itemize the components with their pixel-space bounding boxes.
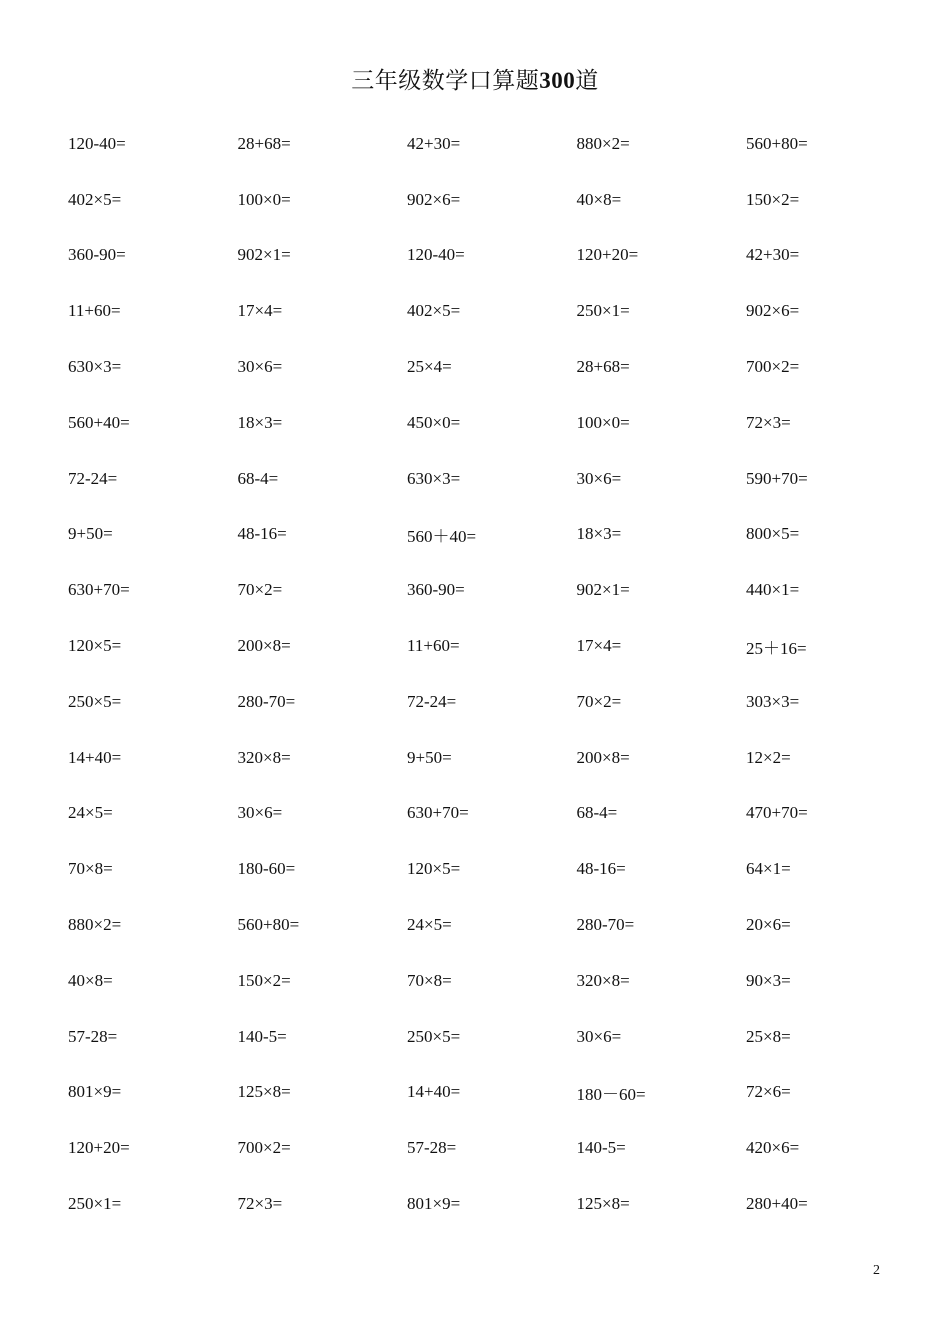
math-problem: 14+40= [407, 1082, 461, 1102]
math-problem: 68-4= [576, 803, 618, 823]
math-problem: 40×8= [576, 189, 622, 209]
problem-row [68, 1120, 916, 1176]
math-problem: 250×1= [576, 301, 630, 321]
problem-row [68, 1009, 916, 1065]
problem-row [68, 674, 916, 730]
math-problem: 303×3= [746, 691, 800, 711]
math-problem: 72-24= [68, 468, 118, 488]
math-problem: 590+70= [746, 468, 808, 488]
math-problem: 48-16= [576, 859, 626, 879]
math-problem: 250×1= [68, 1194, 122, 1214]
math-problem: 40×8= [68, 970, 113, 990]
math-problem: 28+68= [237, 133, 291, 153]
math-problem: 28+68= [576, 357, 630, 377]
math-problem: 42+30= [407, 133, 461, 153]
math-problem: 902×6= [407, 189, 461, 209]
math-problem: 560+40= [68, 412, 130, 432]
problem-row [68, 283, 916, 339]
math-problem: 68-4= [237, 468, 279, 488]
math-problem: 420×6= [746, 1138, 800, 1158]
math-problem: 700×2= [237, 1138, 291, 1158]
math-problem: 14+40= [68, 747, 122, 767]
math-problem: 120-40= [68, 133, 126, 153]
math-problem: 17×4= [576, 636, 622, 656]
math-problem: 70×8= [68, 859, 113, 879]
math-problem: 470+70= [746, 803, 808, 823]
math-problem: 9+50= [68, 524, 113, 544]
math-problem: 48-16= [237, 524, 287, 544]
math-problem: 150×2= [237, 970, 291, 990]
math-problem: 25×4= [407, 357, 452, 377]
math-problem: 120×5= [68, 636, 122, 656]
math-problem: 902×6= [746, 301, 800, 321]
math-problem: 24×5= [407, 915, 452, 935]
problem-row [68, 339, 916, 395]
math-problem: 560＋40= [407, 526, 477, 546]
math-problem: 20×6= [746, 915, 791, 935]
math-problem: 440×1= [746, 580, 800, 600]
math-problem: 280-70= [576, 915, 635, 935]
math-problem: 120+20= [68, 1138, 130, 1158]
math-problem: 880×2= [576, 133, 630, 153]
math-problem: 17×4= [237, 301, 283, 321]
math-problem: 280-70= [237, 691, 296, 711]
math-problem: 320×8= [237, 747, 291, 767]
math-problem: 180-60= [237, 859, 296, 879]
math-problem: 72-24= [407, 691, 457, 711]
math-problem: 12×2= [746, 747, 791, 767]
math-problem: 200×8= [576, 747, 630, 767]
math-problem: 180－60= [576, 1084, 646, 1104]
math-problem: 90×3= [746, 970, 791, 990]
math-problem: 125×8= [576, 1194, 630, 1214]
math-problem: 120+20= [576, 245, 639, 265]
problem-row [68, 897, 916, 953]
math-problem: 630×3= [407, 468, 461, 488]
problem-row [68, 395, 916, 451]
problem-row [68, 1176, 916, 1232]
math-problem: 70×2= [576, 691, 622, 711]
problem-row [68, 841, 916, 897]
problem-row [68, 116, 916, 172]
worksheet-title [0, 62, 950, 95]
math-problem: 120-40= [407, 245, 465, 265]
math-problem: 800×5= [746, 524, 800, 544]
math-problem: 57-28= [68, 1026, 118, 1046]
math-problem: 11+60= [68, 301, 121, 321]
math-problem: 70×2= [237, 580, 283, 600]
problem-grid [68, 116, 916, 1232]
math-problem: 11+60= [407, 636, 460, 656]
math-problem: 120×5= [407, 859, 461, 879]
math-problem: 125×8= [237, 1082, 291, 1102]
math-problem: 360-90= [407, 580, 465, 600]
math-problem: 250×5= [407, 1026, 461, 1046]
math-problem: 250×5= [68, 691, 122, 711]
math-problem: 560+80= [237, 915, 300, 935]
problem-row [68, 451, 916, 507]
math-problem: 150×2= [746, 189, 800, 209]
problem-row [68, 786, 916, 842]
math-problem: 402×5= [68, 189, 122, 209]
math-problem: 70×8= [407, 970, 452, 990]
problem-row [68, 618, 916, 674]
math-problem: 18×3= [576, 524, 622, 544]
math-problem: 100×0= [576, 412, 630, 432]
math-problem: 64×1= [746, 859, 791, 879]
math-problem: 630+70= [68, 580, 130, 600]
math-problem: 72×6= [746, 1082, 791, 1102]
math-problem: 801×9= [407, 1194, 461, 1214]
math-problem: 9+50= [407, 747, 452, 767]
math-problem: 902×1= [237, 245, 291, 265]
math-problem: 320×8= [576, 970, 630, 990]
math-problem: 801×9= [68, 1082, 122, 1102]
title-number: 300 [539, 68, 576, 93]
math-problem: 880×2= [68, 915, 122, 935]
math-problem: 100×0= [237, 189, 291, 209]
math-problem: 140-5= [237, 1026, 287, 1046]
problem-row [68, 730, 916, 786]
math-problem: 42+30= [746, 245, 800, 265]
math-problem: 450×0= [407, 412, 461, 432]
math-problem: 18×3= [237, 412, 283, 432]
math-problem: 25×8= [746, 1026, 791, 1046]
page-number: 2 [873, 1263, 880, 1278]
math-problem: 402×5= [407, 301, 461, 321]
problem-row [68, 1065, 916, 1121]
problem-row [68, 953, 916, 1009]
math-problem: 280+40= [746, 1194, 808, 1214]
math-problem: 700×2= [746, 357, 800, 377]
math-problem: 360-90= [68, 245, 126, 265]
problem-row [68, 562, 916, 618]
math-problem: 140-5= [576, 1138, 626, 1158]
math-problem: 24×5= [68, 803, 113, 823]
math-problem: 30×6= [237, 803, 283, 823]
math-problem: 30×6= [576, 1026, 622, 1046]
math-problem: 630×3= [68, 357, 122, 377]
math-problem: 560+80= [746, 133, 808, 153]
math-problem: 72×3= [237, 1194, 283, 1214]
title-suffix: 道 [575, 68, 599, 93]
math-problem: 902×1= [576, 580, 630, 600]
math-problem: 57-28= [407, 1138, 457, 1158]
problem-row [68, 172, 916, 228]
problem-row [68, 228, 916, 284]
math-problem: 25＋16= [746, 638, 807, 658]
math-problem: 200×8= [237, 636, 291, 656]
problem-row [68, 507, 916, 563]
title-text: 三年级数学口算题 [351, 68, 540, 93]
math-problem: 630+70= [407, 803, 469, 823]
math-problem: 30×6= [237, 357, 283, 377]
math-problem: 30×6= [576, 468, 622, 488]
math-problem: 72×3= [746, 412, 791, 432]
